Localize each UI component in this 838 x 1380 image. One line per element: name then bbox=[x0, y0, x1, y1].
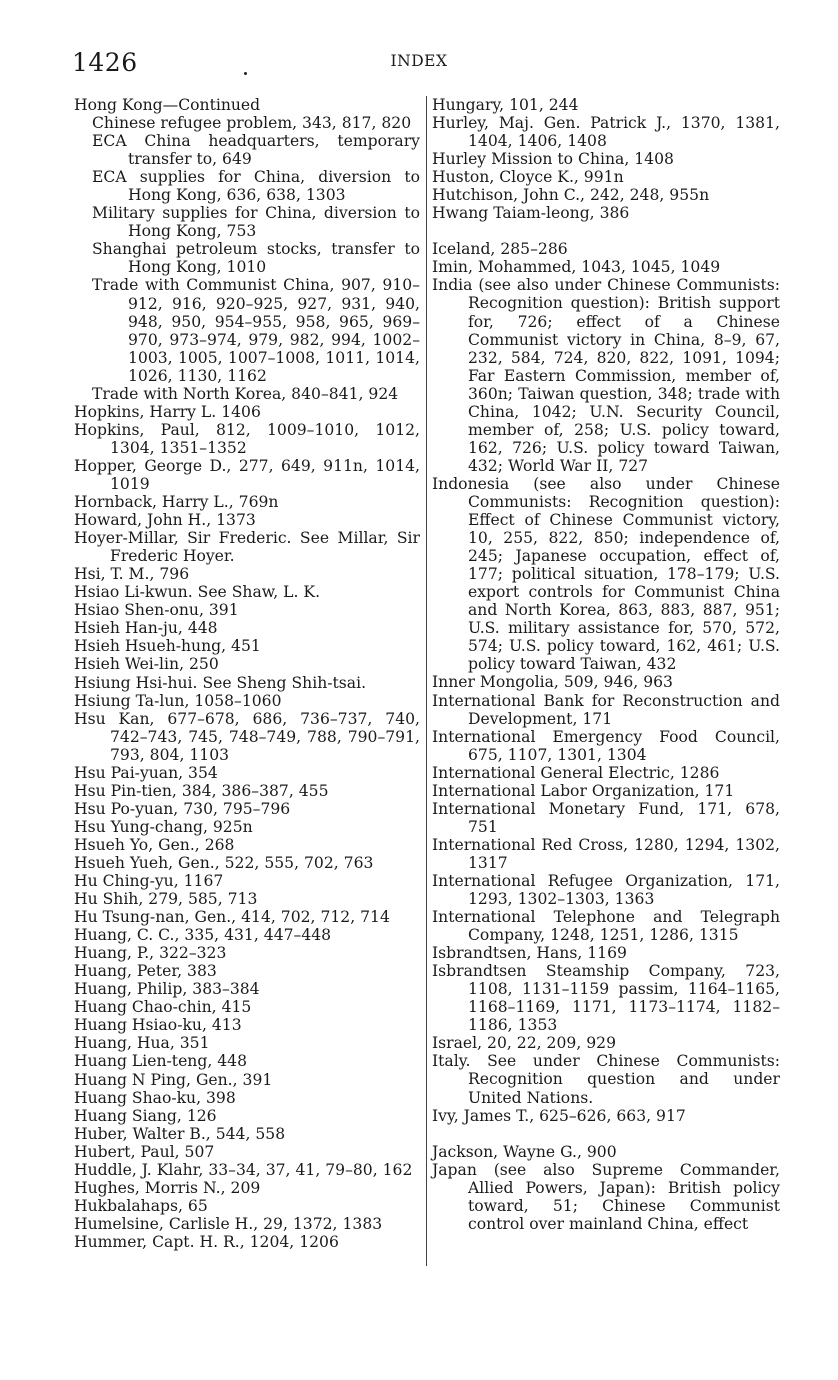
index-entry: Howard, John H., 1373 bbox=[74, 511, 256, 530]
index-entry: Hutchison, John C., 242, 248, 955n bbox=[432, 186, 710, 205]
index-entry: Huber, Walter B., 544, 558 bbox=[74, 1124, 286, 1143]
index-entry: Iceland, 285–286 bbox=[432, 240, 568, 259]
index-subentry: Chinese refugee problem, 343, 817, 820 bbox=[92, 114, 412, 133]
index-entry: Huang Lien-teng, 448 bbox=[74, 1052, 248, 1071]
running-head: INDEX bbox=[390, 52, 448, 70]
index-entry: Huang Siang, 126 bbox=[74, 1106, 217, 1125]
index-entry: Huang, Hua, 351 bbox=[74, 1034, 210, 1053]
index-subentry: Trade with North Korea, 840–841, 924 bbox=[92, 384, 399, 403]
index-entry: Hsu Pai-yuan, 354 bbox=[74, 763, 218, 782]
index-entry: Hopkins, Harry L. 1406 bbox=[74, 402, 261, 421]
index-entry: Hubert, Paul, 507 bbox=[74, 1142, 215, 1161]
index-entry: Hurley Mission to China, 1408 bbox=[432, 150, 674, 169]
index-entry: Inner Mongolia, 509, 946, 963 bbox=[432, 673, 673, 692]
index-entry: Isbrandtsen Steamship Company, 723, 1108, 1131–1159 passim, 1164–1165, 1168–1169, 1171, 1173–1174, 1182–1186, 1353 bbox=[432, 962, 780, 1035]
index-entry: Huang, Philip, 383–384 bbox=[74, 980, 260, 999]
index-subentry: ECA China headquarters, temporary transfer to, 649 bbox=[92, 132, 420, 169]
index-entry: International Monetary Fund, 171, 678, 751 bbox=[432, 799, 780, 836]
index-entry: Humelsine, Carlisle H., 29, 1372, 1383 bbox=[74, 1214, 383, 1233]
index-entry: Japan (see also Supreme Commander, Allied Powers, Japan): British policy toward, 51; Chinese Communist control over mainland China, effect bbox=[432, 1160, 780, 1233]
index-entry: Italy. See under Chinese Communists: Recognition question and under United Nations. bbox=[432, 1052, 780, 1107]
index-entry: International General Electric, 1286 bbox=[432, 763, 720, 782]
index-entry: International Emergency Food Council, 675, 1107, 1301, 1304 bbox=[432, 727, 780, 764]
index-entry: Ivy, James T., 625–626, 663, 917 bbox=[432, 1106, 686, 1125]
index-entry: India (see also under Chinese Communists: Recognition question): British support for, 726; effect of a Chinese Communist victory in China, 8–9, 67, 232, 584, 724, 820, 822, 1091, 1094; Far Eastern Commission, member of, 360n; Taiwan question, 348; trade with China, 1042; U.N. Security Council, member of, 258; U.S. policy toward, 162, 726; U.S. policy toward Taiwan, 432; World War II, 727 bbox=[432, 276, 780, 475]
index-entry: Huang, P., 322–323 bbox=[74, 944, 227, 963]
index-entry: International Telephone and Telegraph Company, 1248, 1251, 1286, 1315 bbox=[432, 908, 780, 945]
index-entry: Hughes, Morris N., 209 bbox=[74, 1178, 261, 1197]
index-entry: Hong Kong—Continued bbox=[74, 96, 261, 114]
page-number: 1426 bbox=[72, 48, 138, 77]
index-entry: Hummer, Capt. H. R., 1204, 1206 bbox=[74, 1232, 339, 1251]
entry-gap bbox=[432, 222, 780, 240]
right-column bbox=[432, 96, 780, 1233]
index-subentry: ECA supplies for China, diversion to Hong Kong, 636, 638, 1303 bbox=[92, 168, 420, 205]
index-entry: International Red Cross, 1280, 1294, 1302, 1317 bbox=[432, 835, 780, 872]
index-entry: Hukbalahaps, 65 bbox=[74, 1196, 208, 1215]
index-subentry: Trade with Communist China, 907, 910–912, 916, 920–925, 927, 931, 940, 948, 950, 954–955, 958, 965, 969–970, 973–974, 979, 982, 994, 1002–1003, 1005, 1007–1008, 1011, 1014, 1026, 1130, 1162 bbox=[92, 276, 420, 385]
index-entry: Hsieh Hsueh-hung, 451 bbox=[74, 637, 261, 656]
index-entry: Israel, 20, 22, 209, 929 bbox=[432, 1034, 616, 1053]
index-entry: Hu Tsung-nan, Gen., 414, 702, 712, 714 bbox=[74, 908, 390, 927]
index-entry: Jackson, Wayne G., 900 bbox=[432, 1142, 617, 1161]
index-entry: Hsiao Shen-onu, 391 bbox=[74, 601, 239, 620]
index-entry: Hurley, Maj. Gen. Patrick J., 1370, 1381, 1404, 1406, 1408 bbox=[432, 114, 780, 151]
index-entry: Hsu Kan, 677–678, 686, 736–737, 740, 742–743, 745, 748–749, 788, 790–791, 793, 804, 1103 bbox=[74, 709, 420, 764]
index-entry: Hu Shih, 279, 585, 713 bbox=[74, 890, 258, 909]
index-entry: Huston, Cloyce K., 991n bbox=[432, 168, 624, 187]
index-entry: Hu Ching-yu, 1167 bbox=[74, 872, 224, 891]
index-entry: Hsiung Hsi-hui. See Sheng Shih-tsai. bbox=[74, 673, 367, 692]
index-entry: Hsu Pin-tien, 384, 386–387, 455 bbox=[74, 781, 329, 800]
index-entry: Hsu Yung-chang, 925n bbox=[74, 817, 253, 836]
index-entry: Isbrandtsen, Hans, 1169 bbox=[432, 944, 627, 963]
print-speck bbox=[244, 72, 247, 75]
index-entry: Hsi, T. M., 796 bbox=[74, 565, 190, 584]
index-subentry: Military supplies for China, diversion to Hong Kong, 753 bbox=[92, 204, 420, 241]
index-entry: International Labor Organization, 171 bbox=[432, 781, 735, 800]
index-entry: Hoyer-Millar, Sir Frederic. See Millar, Sir Frederic Hoyer. bbox=[74, 529, 420, 566]
index-entry: Huang Shao-ku, 398 bbox=[74, 1088, 236, 1107]
index-entry: Huang Hsiao-ku, 413 bbox=[74, 1016, 242, 1035]
index-entry: Hsiung Ta-lun, 1058–1060 bbox=[74, 691, 282, 710]
index-entry: Hsiao Li-kwun. See Shaw, L. K. bbox=[74, 583, 321, 602]
index-entry: Huang N Ping, Gen., 391 bbox=[74, 1070, 273, 1089]
index-entry: International Refugee Organization, 171, 1293, 1302–1303, 1363 bbox=[432, 871, 780, 909]
index-entry: Hopkins, Paul, 812, 1009–1010, 1012, 1304, 1351–1352 bbox=[74, 420, 420, 457]
index-entry: Huang, C. C., 335, 431, 447–448 bbox=[74, 926, 332, 945]
index-subentry: Shanghai petroleum stocks, transfer to Hong Kong, 1010 bbox=[92, 240, 420, 277]
index-entry: Hsu Po-yuan, 730, 795–796 bbox=[74, 799, 291, 818]
left-column bbox=[74, 96, 420, 1251]
index-entry: Imin, Mohammed, 1043, 1045, 1049 bbox=[432, 258, 721, 277]
index-entry: Hopper, George D., 277, 649, 911n, 1014, 1019 bbox=[74, 456, 420, 493]
index-entry: Hornback, Harry L., 769n bbox=[74, 493, 279, 512]
index-entry: Indonesia (see also under Chinese Communists: Recognition question): Effect of Chinese Communist victory, 10, 255, 822, 850; independence of, 245; Japanese occupation, effect of, 177; political situation, 178–179; U.S. export controls for Communist China and North Korea, 863, 883, 887, 951; U.S. military assistance for, 570, 572, 574; U.S. policy toward, 162, 461; U.S. policy toward Taiwan, 432 bbox=[432, 474, 780, 674]
index-entry: International Bank for Reconstruction and Development, 171 bbox=[432, 691, 780, 728]
index-entry: Hsueh Yo, Gen., 268 bbox=[74, 835, 235, 854]
index-entry: Hungary, 101, 244 bbox=[432, 96, 579, 114]
index-entry: Hsieh Han-ju, 448 bbox=[74, 619, 218, 638]
index-entry: Huddle, J. Klahr, 33–34, 37, 41, 79–80, 162 bbox=[74, 1160, 413, 1179]
index-entry: Hsieh Wei-lin, 250 bbox=[74, 655, 219, 674]
column-divider bbox=[426, 96, 427, 1266]
index-entry: Huang, Peter, 383 bbox=[74, 962, 217, 981]
entry-gap bbox=[432, 1125, 780, 1143]
index-entry: Hwang Taiam-leong, 386 bbox=[432, 204, 630, 223]
index-entry: Hsueh Yueh, Gen., 522, 555, 702, 763 bbox=[74, 853, 374, 872]
index-entry: Huang Chao-chin, 415 bbox=[74, 998, 252, 1017]
